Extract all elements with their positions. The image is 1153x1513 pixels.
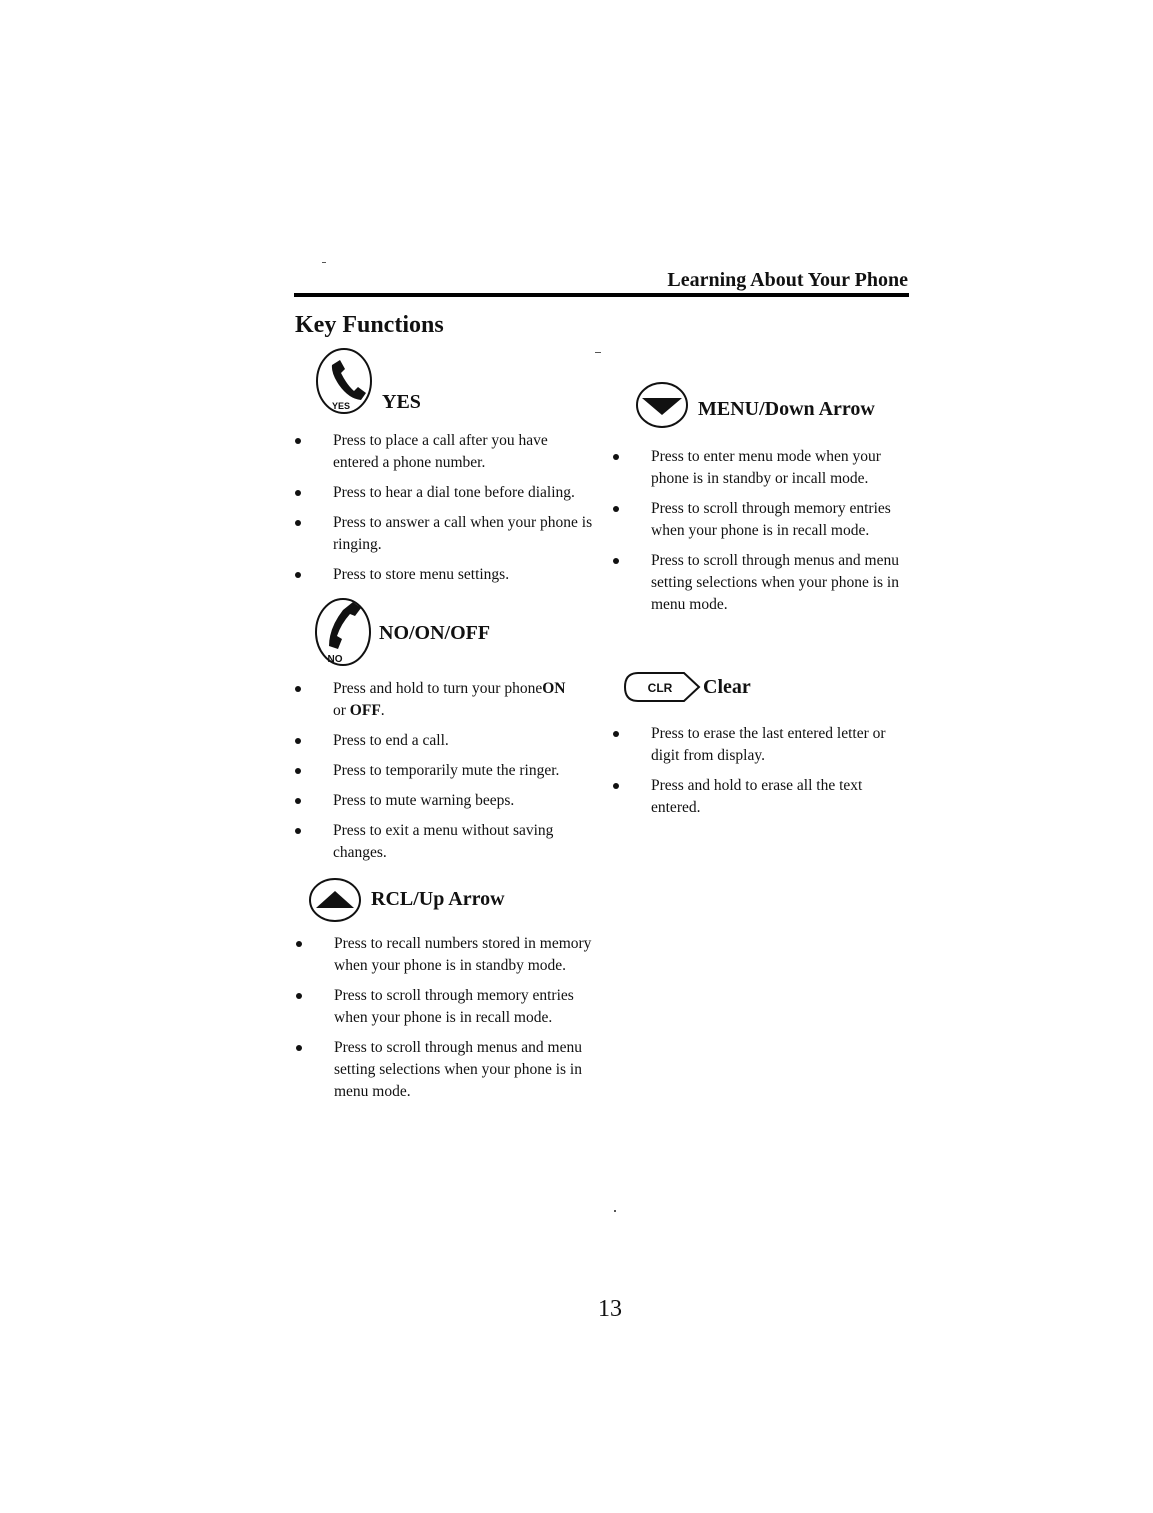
scan-speck	[322, 262, 326, 263]
key-heading-clr: Clear	[703, 676, 751, 698]
off-bold: OFF	[349, 702, 381, 719]
clr-key-icon	[622, 670, 702, 704]
on-bold: ON	[542, 680, 566, 697]
menu-bullet-list	[613, 446, 913, 624]
list-item: Press to hear a dial tone before dialing.	[295, 482, 595, 504]
down-arrow-icon	[634, 380, 690, 430]
list-item: Press to erase the last entered letter or digit from display.	[613, 723, 913, 767]
or-word: or	[333, 702, 346, 719]
list-item: Press and hold to erase all the text entered.	[613, 775, 913, 819]
clr-icon-label: CLR	[647, 681, 673, 695]
key-heading-rcl: RCL/Up Arrow	[371, 888, 505, 910]
list-item: Press to enter menu mode when your phone is in standby or incall mode.	[613, 446, 913, 490]
list-item: Press to answer a call when your phone is ringing.	[295, 512, 595, 556]
header-title: Learning About Your Phone	[667, 269, 908, 291]
header-rule	[294, 293, 909, 297]
yes-bullet-list	[295, 430, 595, 594]
list-item: Press to mute warning beeps.	[295, 790, 595, 812]
rcl-bullet-list	[296, 933, 596, 1111]
list-item: Press to end a call.	[295, 730, 595, 752]
list-item: Press to scroll through memory entries when your phone is in recall mode.	[613, 498, 913, 542]
list-item: Press to scroll through menus and menu setting selections when your phone is in menu mode.	[613, 550, 913, 616]
list-item: Press to place a call after you have entered a phone number.	[295, 430, 595, 474]
list-item: Press to exit a menu without saving changes.	[295, 820, 595, 864]
list-item: Press to store menu settings.	[295, 564, 595, 586]
up-arrow-icon	[307, 876, 363, 924]
sentence-end: .	[380, 702, 385, 719]
key-heading-no: NO/ON/OFF	[379, 622, 491, 644]
no-phone-icon	[313, 592, 375, 668]
yes-phone-icon	[314, 343, 376, 415]
yes-icon-label: YES	[331, 401, 351, 411]
no-bullet-list	[295, 678, 595, 872]
list-item: Press to temporarily mute the ringer.	[295, 760, 595, 782]
key-heading-yes: YES	[382, 391, 421, 413]
list-item: Press and hold to turn your phoneON or OFF.	[295, 678, 595, 722]
scan-speck	[614, 1210, 616, 1212]
list-item: Press to scroll through memory entries when your phone is in recall mode.	[296, 985, 596, 1029]
section-title: Key Functions	[295, 312, 444, 338]
page-number: 13	[598, 1296, 622, 1322]
no-icon-label: NO	[327, 654, 343, 665]
key-heading-menu: MENU/Down Arrow	[698, 398, 875, 420]
scan-speck	[595, 352, 601, 353]
clr-bullet-list	[613, 723, 913, 827]
list-item: Press to scroll through menus and menu setting selections when your phone is in menu mode.	[296, 1037, 596, 1103]
list-item: Press to recall numbers stored in memory when your phone is in standby mode.	[296, 933, 596, 977]
